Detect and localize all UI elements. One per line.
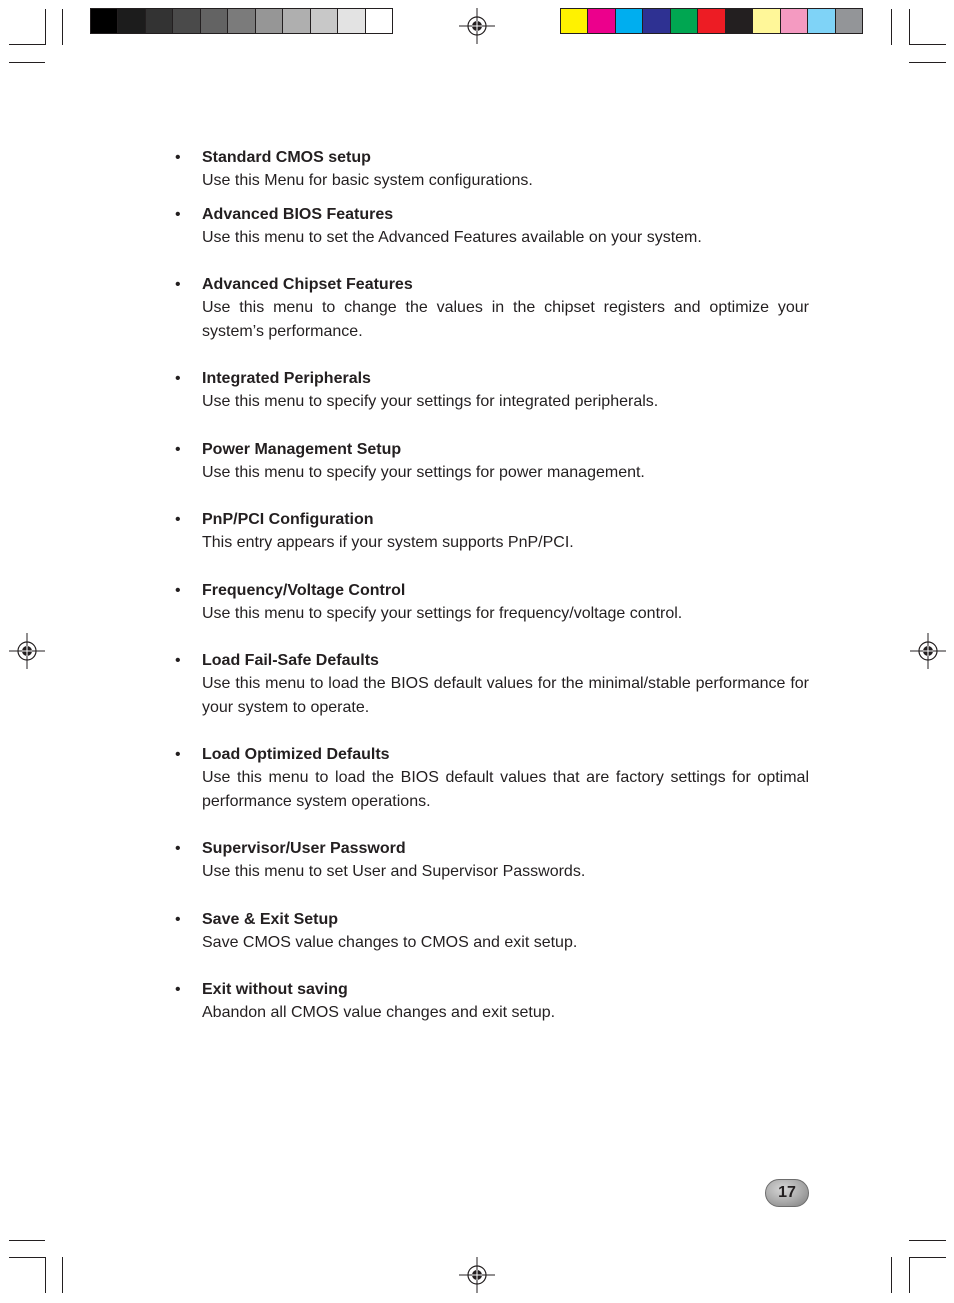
item-title: Standard CMOS setup [202, 149, 371, 166]
crop-mark-top-left-h1 [9, 44, 46, 45]
item-description: Use this menu to change the values in the chipset registers and optimize your system’s performance. [202, 299, 809, 340]
item-description: Use this menu to specify your settings for power management. [202, 463, 645, 481]
registration-mark-bottom-icon [459, 1257, 495, 1293]
crop-mark-bottom-left-v1 [45, 1257, 46, 1293]
item-description: Use this menu to specify your settings for frequency/voltage control. [202, 604, 683, 622]
grayscale-swatch [228, 9, 255, 33]
crop-mark-top-right-v2 [891, 9, 892, 45]
menu-item-load-optimized-defaults [175, 743, 809, 813]
item-description: Save CMOS value changes to CMOS and exit setup. [202, 933, 578, 951]
grayscale-swatch [366, 9, 392, 33]
bullet: • [175, 981, 181, 998]
menu-item-pnp-pci-configuration [175, 508, 809, 555]
item-description: Abandon all CMOS value changes and exit setup. [202, 1004, 556, 1021]
crop-mark-bottom-left-h1 [9, 1240, 45, 1241]
color-swatch [726, 9, 753, 33]
menu-item-power-management-setup [175, 438, 809, 485]
grayscale-swatch [146, 9, 173, 33]
bullet: • [175, 746, 181, 763]
menu-item-standard-cmos-setup [175, 146, 809, 193]
crop-mark-bottom-right-h1 [909, 1240, 946, 1241]
crop-mark-bottom-right-v1 [909, 1257, 910, 1293]
color-swatch [561, 9, 588, 33]
bullet: • [175, 511, 181, 528]
grayscale-swatch [311, 9, 338, 33]
crop-mark-bottom-right-v2 [891, 1257, 892, 1293]
item-title: Load Fail-Safe Defaults [202, 652, 379, 669]
color-swatch [643, 9, 670, 33]
item-title: Supervisor/User Password [202, 840, 406, 857]
item-title: Integrated Peripherals [202, 370, 371, 387]
color-swatch [616, 9, 643, 33]
menu-item-advanced-chipset-features [175, 273, 809, 343]
menu-item-frequency-voltage-control [175, 579, 809, 626]
crop-mark-top-left-h2 [9, 62, 45, 63]
item-title: Power Management Setup [202, 440, 402, 458]
menu-item-supervisor-user-password [175, 837, 809, 884]
grayscale-swatch [91, 9, 118, 33]
color-swatch [698, 9, 725, 33]
item-description: Use this Menu for basic system configurations. [202, 172, 533, 189]
item-title: Save & Exit Setup [202, 910, 339, 928]
page-number-badge: 17 [765, 1179, 809, 1207]
bullet: • [175, 581, 181, 599]
menu-item-exit-without-saving [175, 978, 809, 1025]
color-swatch [671, 9, 698, 33]
item-title: Advanced BIOS Features [202, 205, 394, 223]
grayscale-swatch [173, 9, 200, 33]
crop-mark-top-left-v1 [45, 9, 46, 45]
bullet: • [175, 149, 181, 166]
menu-item-integrated-peripherals [175, 367, 809, 414]
grayscale-swatch [201, 9, 228, 33]
item-description: Use this menu to set User and Supervisor Passwords. [202, 863, 586, 880]
grayscale-swatch [118, 9, 145, 33]
bullet: • [175, 840, 181, 857]
color-swatch [781, 9, 808, 33]
crop-mark-top-left-v2 [62, 9, 63, 45]
registration-mark-left-icon [9, 633, 45, 669]
item-title: Frequency/Voltage Control [202, 581, 406, 599]
bullet: • [175, 370, 181, 387]
grayscale-calibration-bar [90, 8, 393, 34]
bios-menu-list [175, 146, 809, 1025]
crop-mark-top-right-h1 [909, 44, 946, 45]
grayscale-swatch [256, 9, 283, 33]
crop-mark-bottom-left-h2 [9, 1257, 46, 1258]
color-swatch [588, 9, 615, 33]
bullet: • [175, 652, 181, 669]
menu-item-save-exit-setup [175, 908, 809, 955]
bullet: • [175, 440, 181, 458]
registration-mark-right-icon [910, 633, 946, 669]
bullet: • [175, 910, 181, 928]
menu-item-advanced-bios-features [175, 203, 809, 250]
crop-mark-bottom-right-h2 [909, 1257, 946, 1258]
crop-mark-top-right-v1 [909, 9, 910, 45]
bullet: • [175, 205, 181, 223]
item-description: Use this menu to load the BIOS default values for the minimal/stable performance for your system to operate. [202, 675, 809, 716]
item-title: Advanced Chipset Features [202, 276, 413, 293]
color-calibration-bar [560, 8, 863, 34]
bullet: • [175, 276, 181, 293]
color-swatch [753, 9, 780, 33]
item-description: Use this menu to set the Advanced Features available on your system. [202, 228, 702, 246]
crop-mark-bottom-left-v2 [62, 1257, 63, 1293]
menu-item-load-fail-safe-defaults [175, 649, 809, 719]
item-description: This entry appears if your system supports PnP/PCI. [202, 534, 574, 551]
grayscale-swatch [283, 9, 310, 33]
color-swatch [808, 9, 835, 33]
item-title: Exit without saving [202, 981, 348, 998]
item-description: Use this menu to specify your settings for integrated peripherals. [202, 393, 659, 410]
item-description: Use this menu to load the BIOS default values that are factory settings for optimal performance system operations. [202, 769, 809, 810]
item-title: Load Optimized Defaults [202, 746, 390, 763]
registration-mark-top-icon [459, 8, 495, 44]
crop-mark-top-right-h2 [909, 62, 946, 63]
color-swatch [836, 9, 862, 33]
item-title: PnP/PCI Configuration [202, 511, 374, 528]
grayscale-swatch [338, 9, 365, 33]
